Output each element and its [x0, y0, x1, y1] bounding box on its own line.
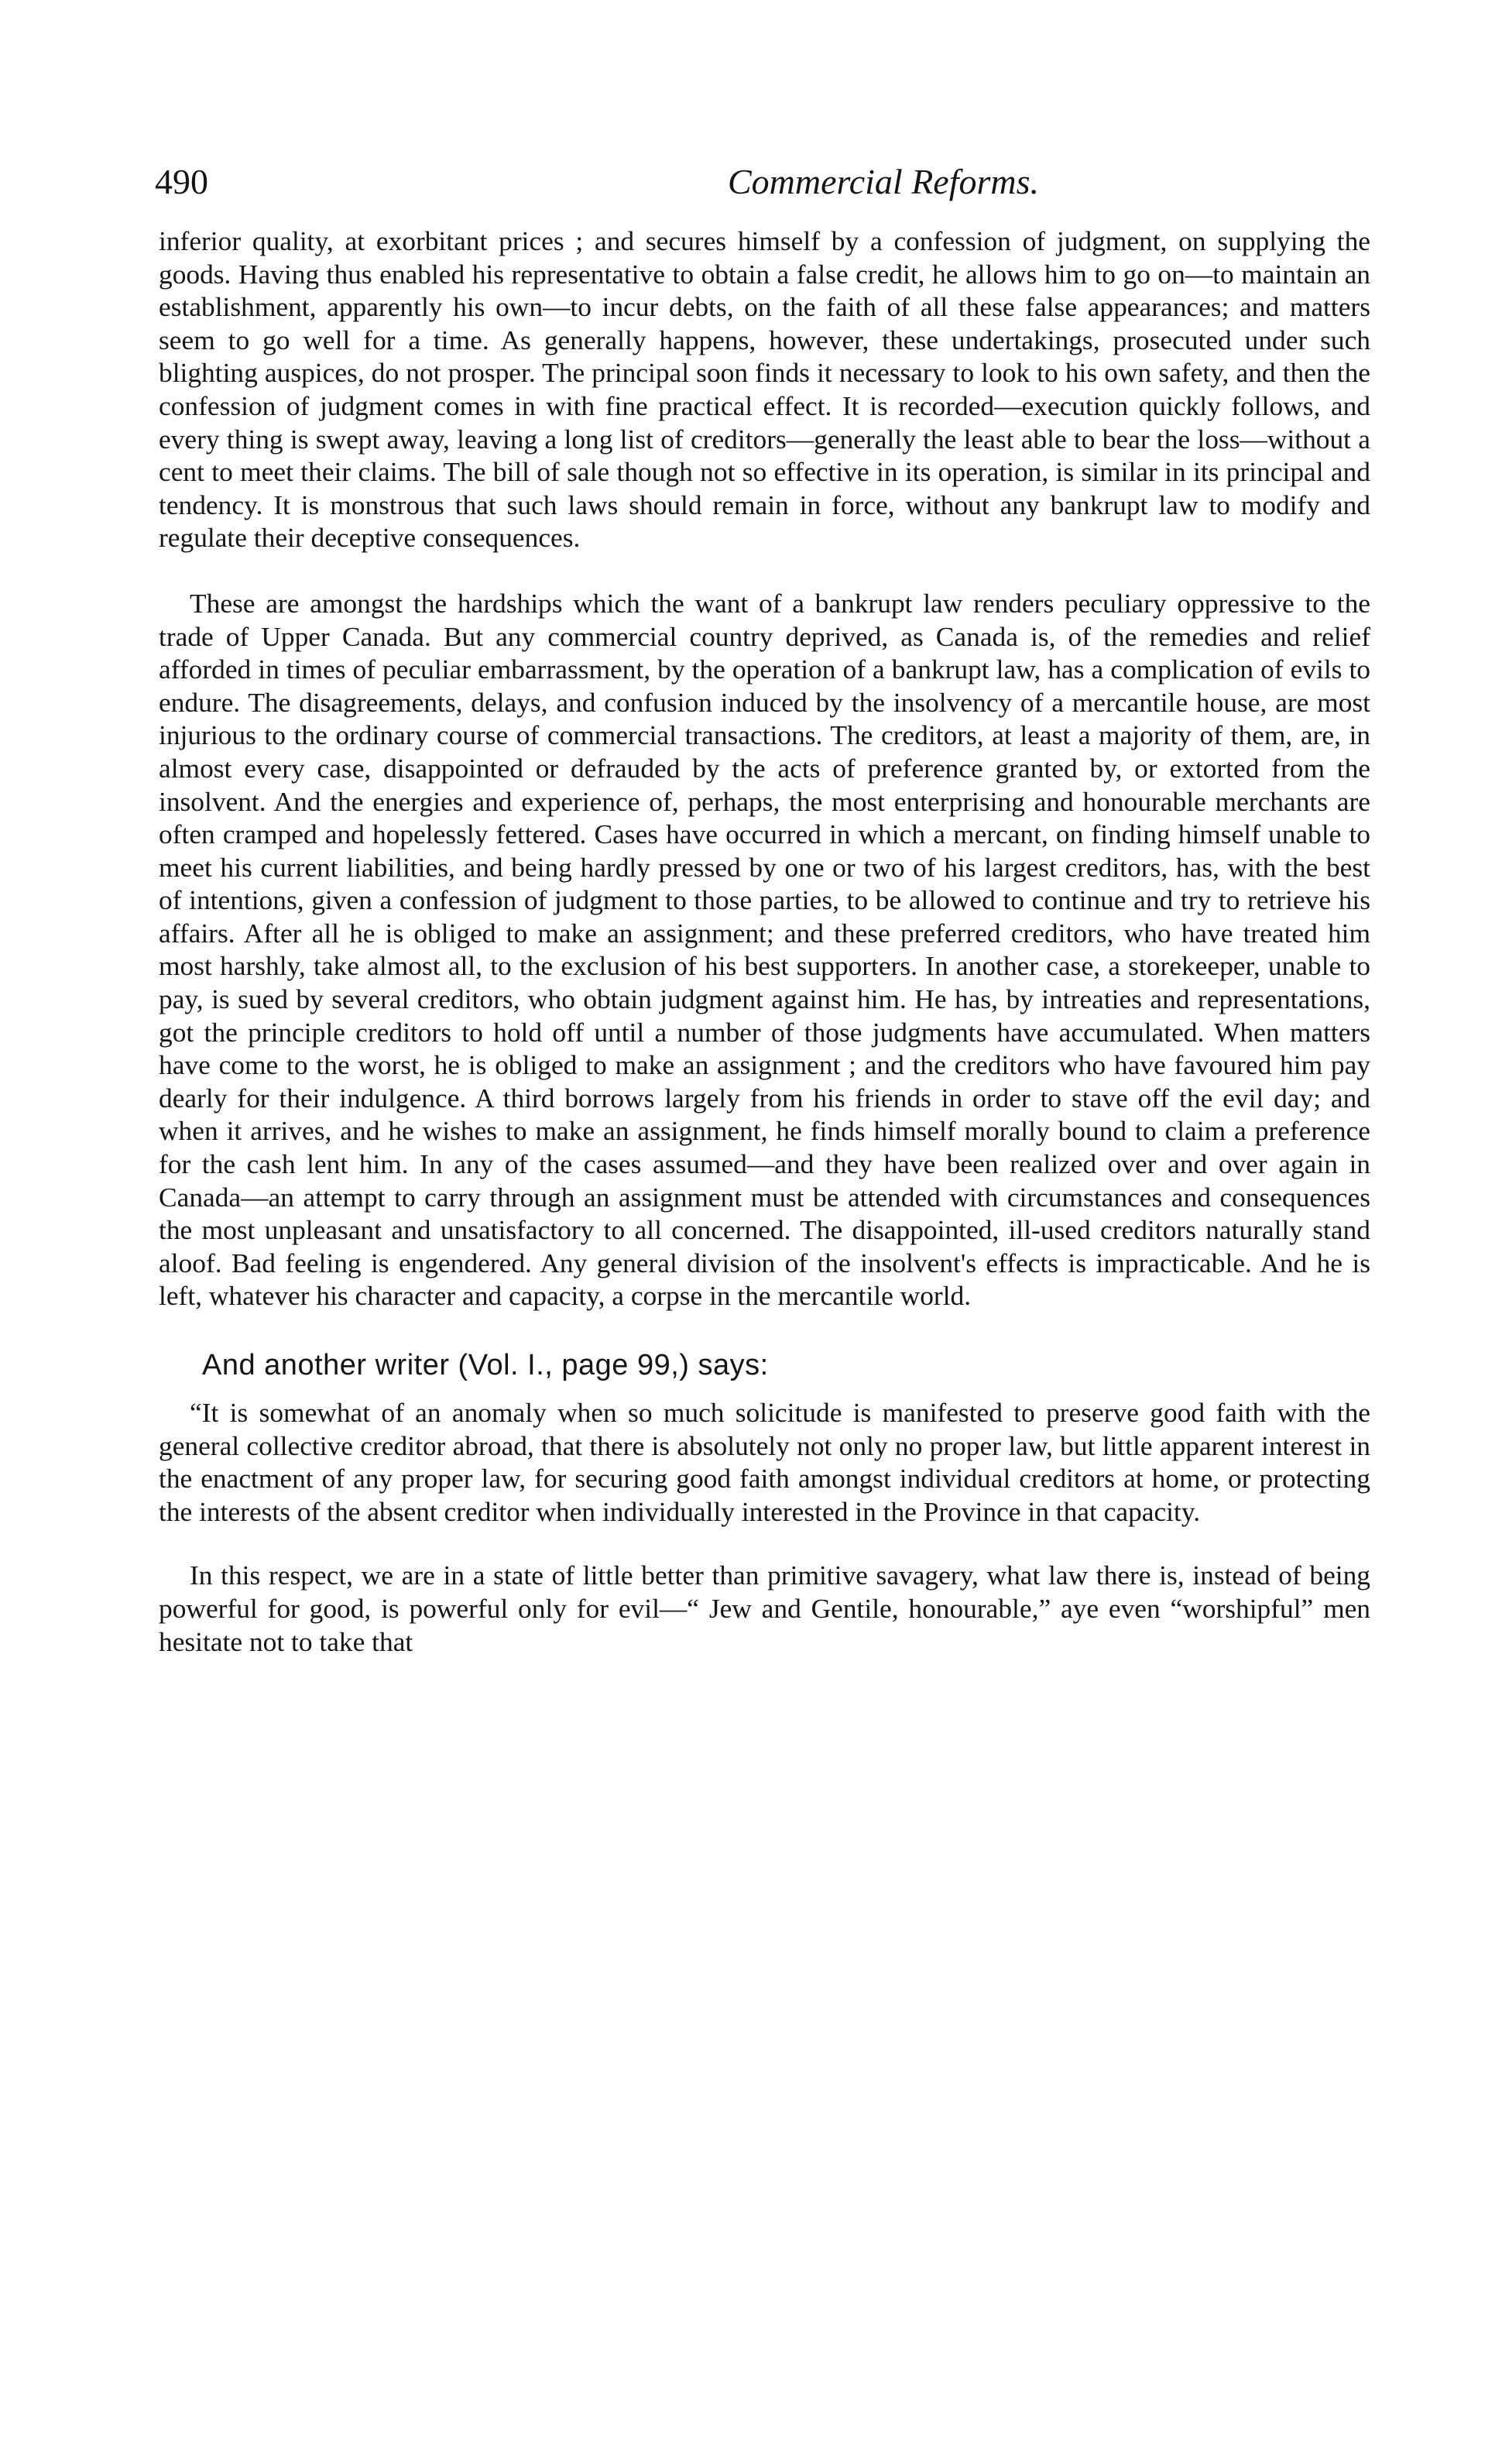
- running-title: Commercial Reforms.: [728, 162, 1040, 201]
- paragraph-hardships: These are amongst the hardships which the want of a bankrupt law renders peculiary oppressive to the trade of Upper Canada. But any commercial country deprived, as Canada is, of the remedies and relief afforded in times of peculiar embarrassment, by the operation of a bankrupt law, has a complication of evils to endure. The disagreements, delays, and confusion induced by the insolvency of a mercantile house, are most injurious to the ordinary course of commercial transactions. The creditors, at least a majority of them, are, in almost every case, disappointed or defrauded by the acts of preference granted by, or extorted from the insolvent. And the energies and experience of, perhaps, the most enterprising and honourable merchants are often cramped and hopelessly fettered. Cases have occurred in which a mercant, on finding himself unable to meet his current liabilities, and being hardly pressed by one or two of his largest creditors, has, with the best of intentions, given a confession of judgment to those parties, to be allowed to continue and try to retrieve his affairs. After all he is obliged to make an assignment; and these preferred creditors, who have treated him most harshly, take almost all, to the exclusion of his best supporters. In another case, a storekeeper, unable to pay, is sued by several creditors, who obtain judgment against him. He has, by intreaties and representations, got the principle creditors to hold off until a number of those judgments have accumulated. When matters have come to the worst, he is obliged to make an assignment ; and the creditors who have favoured him pay dearly for their indulgence. A third borrows largely from his friends in order to stave off the evil day; and when it arrives, and he wishes to make an assignment, he finds himself morally bound to claim a preference for the cash lent him. In any of the cases assumed—and they have been realized over and over again in Canada—an attempt to carry through an assignment must be attended with circumstances and consequences the most unpleasant and unsatisfactory to all concerned. The disappointed, ill-used creditors naturally stand aloof. Bad feeling is engendered. Any general division of the insolvent's effects is impracticable. And he is left, whatever his character and capacity, a corpse in the mercantile world.: [159, 587, 1370, 1312]
- subheading: And another writer (Vol. I., page 99,) says:: [202, 1349, 769, 1381]
- block-quote: “It is somewhat of an anomaly when so much solicitude is manifested to preserve good faith with the general collective creditor abroad, that there is absolutely not only no proper law, but little apparent interest in the enactment of any proper law, for securing good faith amongst individual creditors at home, or protecting the interests of the absent creditor when individually interested in the Province in that capacity.: [159, 1397, 1370, 1527]
- paragraph-closing: In this respect, we are in a state of little better than primitive savagery, what law there is, instead of being powerful for good, is powerful only for evil—“ Jew and Gentile, honourable,” aye even “worshipful” men hesitate not to take that: [159, 1560, 1370, 1657]
- body-text: [159, 225, 1370, 1658]
- page-number: 490: [155, 162, 208, 201]
- page-header: [155, 155, 1363, 209]
- paragraph-continued: inferior quality, at exorbitant prices ; and secures himself by a confession of judgment, on supplying the goods. Having thus enabled his representative to obtain a false credit, he allows him to go on—to maintain an establishment, apparently his own—to incur debts, on the faith of all these false appearances; and matters seem to go well for a time. As generally happens, however, these undertakings, prosecuted under such blighting auspices, do not prosper. The principal soon finds it necessary to look to his own safety, and then the confession of judgment comes in with fine practical effect. It is recorded—execution quickly follows, and every thing is swept away, leaving a long list of creditors—generally the least able to bear the loss—without a cent to meet their claims. The bill of sale though not so effective in its operation, is similar in its principal and tendency. It is monstrous that such laws should remain in force, without any bankrupt law to modify and regulate their deceptive consequences.: [159, 225, 1370, 554]
